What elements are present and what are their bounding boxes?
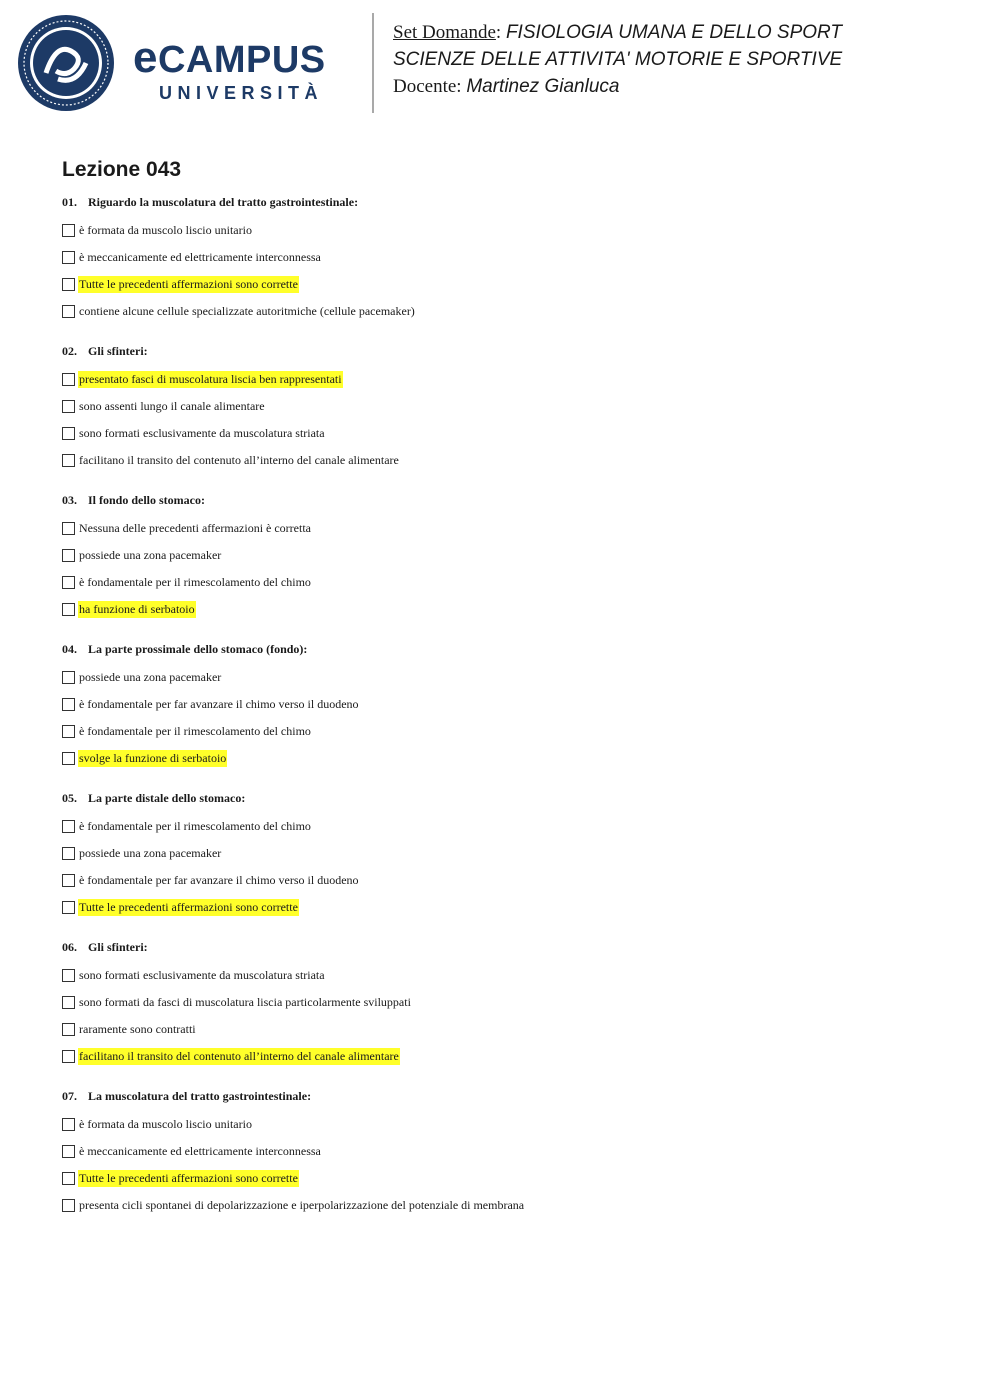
course-name: SCIENZE DELLE ATTIVITA' MOTORIE E SPORTIVE	[393, 49, 843, 70]
answer-checkbox[interactable]	[62, 671, 75, 684]
question-text	[62, 342, 962, 362]
brand-logo: eCAMPUS UNIVERSITÀ	[133, 33, 326, 103]
answer-checkbox[interactable]	[62, 251, 75, 264]
question-block	[62, 938, 962, 1070]
answer-text: possiede una zona pacemaker	[79, 670, 222, 684]
answer-option[interactable]	[62, 867, 962, 894]
course-info: Set Domande: FISIOLOGIA UMANA E DELLO SPORT SCIENZE DELLE ATTIVITA' MOTORIE E SPORTIVE Docente: Martinez Gianluca	[393, 22, 843, 97]
answer-text: presenta cicli spontanei di depolarizzazione e iperpolarizzazione del potenziale di membrana	[79, 1198, 525, 1212]
question-text	[62, 938, 962, 958]
question-label: La parte prossimale dello stomaco (fondo):	[88, 642, 308, 656]
question-number: 04.	[62, 642, 77, 656]
page-header	[0, 0, 1000, 130]
correct-answer-text: Tutte le precedenti affermazioni sono corrette	[79, 900, 298, 914]
answer-checkbox[interactable]	[62, 820, 75, 833]
answer-option[interactable]	[62, 298, 962, 325]
answer-option[interactable]	[62, 745, 962, 772]
question-label: Il fondo dello stomaco:	[88, 493, 205, 507]
answer-option[interactable]	[62, 718, 962, 745]
answer-checkbox[interactable]	[62, 1118, 75, 1131]
answer-option[interactable]	[62, 1111, 962, 1138]
question-block	[62, 640, 962, 772]
answer-checkbox[interactable]	[62, 1050, 75, 1063]
answer-option[interactable]	[62, 447, 962, 474]
answer-text: è fondamentale per far avanzare il chimo verso il duodeno	[79, 873, 359, 887]
correct-answer-text: presentato fasci di muscolatura liscia ben rappresentati	[79, 372, 342, 386]
answer-checkbox[interactable]	[62, 725, 75, 738]
answer-checkbox[interactable]	[62, 603, 75, 616]
answer-checkbox[interactable]	[62, 698, 75, 711]
answer-option[interactable]	[62, 366, 962, 393]
answer-checkbox[interactable]	[62, 847, 75, 860]
answer-option[interactable]	[62, 691, 962, 718]
answer-option[interactable]	[62, 569, 962, 596]
answer-checkbox[interactable]	[62, 278, 75, 291]
answer-text: possiede una zona pacemaker	[79, 548, 222, 562]
answer-option[interactable]	[62, 894, 962, 921]
correct-answer-text: facilitano il transito del contenuto all’interno del canale alimentare	[79, 1049, 399, 1063]
answer-checkbox[interactable]	[62, 373, 75, 386]
question-list	[62, 193, 962, 1236]
answer-option[interactable]	[62, 1138, 962, 1165]
answer-checkbox[interactable]	[62, 901, 75, 914]
brand-name: CAMPUS	[157, 39, 326, 81]
answer-option[interactable]	[62, 244, 962, 271]
answer-option[interactable]	[62, 962, 962, 989]
answer-text: sono formati esclusivamente da muscolatura striata	[79, 968, 325, 982]
answer-text: sono formati esclusivamente da muscolatura striata	[79, 426, 325, 440]
answer-text: raramente sono contratti	[79, 1022, 196, 1036]
question-block	[62, 342, 962, 474]
answer-text: contiene alcune cellule specializzate autoritmiche (cellule pacemaker)	[79, 304, 415, 318]
answer-checkbox[interactable]	[62, 996, 75, 1009]
answer-checkbox[interactable]	[62, 549, 75, 562]
answer-checkbox[interactable]	[62, 752, 75, 765]
question-block	[62, 1087, 962, 1219]
answer-option[interactable]	[62, 989, 962, 1016]
question-text	[62, 491, 962, 511]
answer-checkbox[interactable]	[62, 305, 75, 318]
teacher-name: Martinez Gianluca	[466, 76, 620, 97]
answer-checkbox[interactable]	[62, 1023, 75, 1036]
answer-option[interactable]	[62, 542, 962, 569]
question-label: La muscolatura del tratto gastrointestinale:	[88, 1089, 312, 1103]
question-text	[62, 640, 962, 660]
answer-text: possiede una zona pacemaker	[79, 846, 222, 860]
question-number: 02.	[62, 344, 77, 358]
question-number: 07.	[62, 1089, 77, 1103]
answer-checkbox[interactable]	[62, 400, 75, 413]
question-text	[62, 789, 962, 809]
answer-text: è formata da muscolo liscio unitario	[79, 223, 252, 237]
answer-text: sono formati da fasci di muscolatura liscia particolarmente sviluppati	[79, 995, 411, 1009]
answer-text: è formata da muscolo liscio unitario	[79, 1117, 252, 1131]
correct-answer-text: ha funzione di serbatoio	[79, 602, 195, 616]
answer-checkbox[interactable]	[62, 874, 75, 887]
answer-option[interactable]	[62, 1016, 962, 1043]
set-title: FISIOLOGIA UMANA E DELLO SPORT	[505, 22, 843, 43]
answer-checkbox[interactable]	[62, 576, 75, 589]
answer-checkbox[interactable]	[62, 522, 75, 535]
header-divider	[372, 13, 374, 113]
answer-option[interactable]	[62, 393, 962, 420]
answer-text: sono assenti lungo il canale alimentare	[79, 399, 265, 413]
answer-text: è fondamentale per il rimescolamento del chimo	[79, 724, 311, 738]
answer-text: è fondamentale per far avanzare il chimo verso il duodeno	[79, 697, 359, 711]
question-label: Gli sfinteri:	[88, 344, 148, 358]
answer-text: è meccanicamente ed elettricamente interconnessa	[79, 250, 321, 264]
question-label: La parte distale dello stomaco:	[88, 791, 246, 805]
answer-text: è fondamentale per il rimescolamento del chimo	[79, 575, 311, 589]
correct-answer-text: Tutte le precedenti affermazioni sono corrette	[79, 277, 298, 291]
answer-text: Nessuna delle precedenti affermazioni è corretta	[79, 521, 311, 535]
answer-option[interactable]	[62, 596, 962, 623]
question-number: 06.	[62, 940, 77, 954]
answer-checkbox[interactable]	[62, 224, 75, 237]
question-label: Riguardo la muscolatura del tratto gastrointestinale:	[88, 195, 359, 209]
question-text	[62, 193, 962, 213]
correct-answer-text: Tutte le precedenti affermazioni sono corrette	[79, 1171, 298, 1185]
brand-subtitle: UNIVERSITÀ	[159, 83, 324, 103]
answer-option[interactable]	[62, 813, 962, 840]
answer-checkbox[interactable]	[62, 454, 75, 467]
question-number: 03.	[62, 493, 77, 507]
answer-checkbox[interactable]	[62, 1199, 75, 1212]
answer-checkbox[interactable]	[62, 427, 75, 440]
answer-option[interactable]	[62, 271, 962, 298]
question-text	[62, 1087, 962, 1107]
question-label: Gli sfinteri:	[88, 940, 148, 954]
answer-option[interactable]	[62, 420, 962, 447]
answer-text: facilitano il transito del contenuto all’interno del canale alimentare	[79, 453, 399, 467]
answer-text: è meccanicamente ed elettricamente interconnessa	[79, 1144, 321, 1158]
set-label: Set Domande	[393, 22, 496, 43]
answer-option[interactable]	[62, 217, 962, 244]
answer-checkbox[interactable]	[62, 1172, 75, 1185]
question-block	[62, 193, 962, 325]
correct-answer-text: svolge la funzione di serbatoio	[79, 751, 227, 765]
answer-text: è fondamentale per il rimescolamento del chimo	[79, 819, 311, 833]
answer-option[interactable]	[62, 664, 962, 691]
answer-checkbox[interactable]	[62, 969, 75, 982]
question-number: 01.	[62, 195, 77, 209]
teacher-label: Docente:	[393, 76, 462, 97]
answer-option[interactable]	[62, 840, 962, 867]
lesson-title: Lezione 043	[62, 158, 182, 181]
answer-option[interactable]	[62, 1043, 962, 1070]
question-number: 05.	[62, 791, 77, 805]
answer-option[interactable]	[62, 1165, 962, 1192]
answer-checkbox[interactable]	[62, 1145, 75, 1158]
answer-option[interactable]	[62, 1192, 962, 1219]
question-block	[62, 491, 962, 623]
university-seal-logo	[16, 13, 116, 113]
answer-option[interactable]	[62, 515, 962, 542]
question-block	[62, 789, 962, 921]
